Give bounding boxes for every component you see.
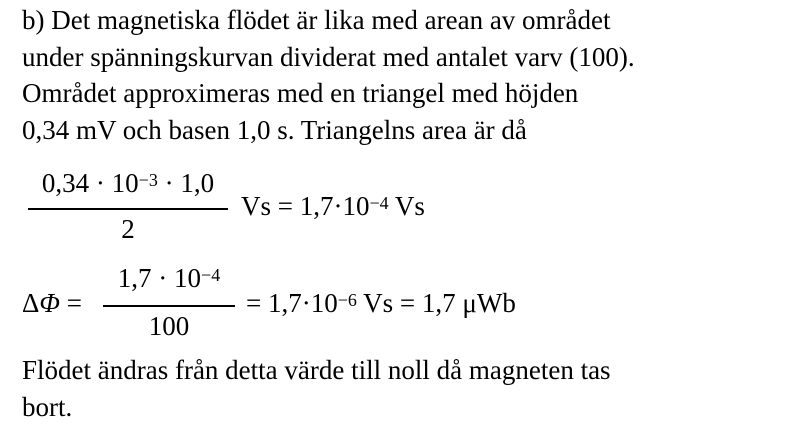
eq1-rhs: $Vs = 1,7\cdot 10^{-4}$ Vs [241,191,425,221]
outro-line-2: bort. [22,391,73,422]
eq1-denominator: 2 [121,214,135,244]
outro-paragraph [22,352,611,425]
eq2-denominator: 100 [148,311,190,341]
eq1-numerator: $0,34 \cdot 10^{-3} \cdot 1,0$ [41,168,215,198]
intro-paragraph [22,2,635,148]
eq2-lhs: ΔΦ = [22,288,82,318]
intro-line-1 [22,2,635,39]
eq1-fraction-bar [28,208,228,210]
eq2-rhs: = $1,7\cdot 10^{-6}$ Vs = 1,7 μWb [246,288,516,318]
eq2-numerator: $1,7 \cdot 10^{-4}$ [117,263,221,293]
outro-line-1: Flödet ändras från detta värde till noll då magneten tas [22,355,611,385]
solution-label: b) [22,5,45,35]
intro-line-3: Området approximeras med en triangel med höjden [22,78,579,108]
intro-line-2: under spänningskurvan dividerat med antalet varv (100). [22,41,635,72]
eq2-fraction [103,263,235,345]
intro-text-1: Det magnetiska flödet är lika med arean av området [51,5,611,35]
intro-line-4: 0,34 mV och basen 1,0 s. Triangelns area är då [22,114,527,145]
eq2-fraction-bar [103,305,235,307]
eq1-fraction [28,168,228,248]
